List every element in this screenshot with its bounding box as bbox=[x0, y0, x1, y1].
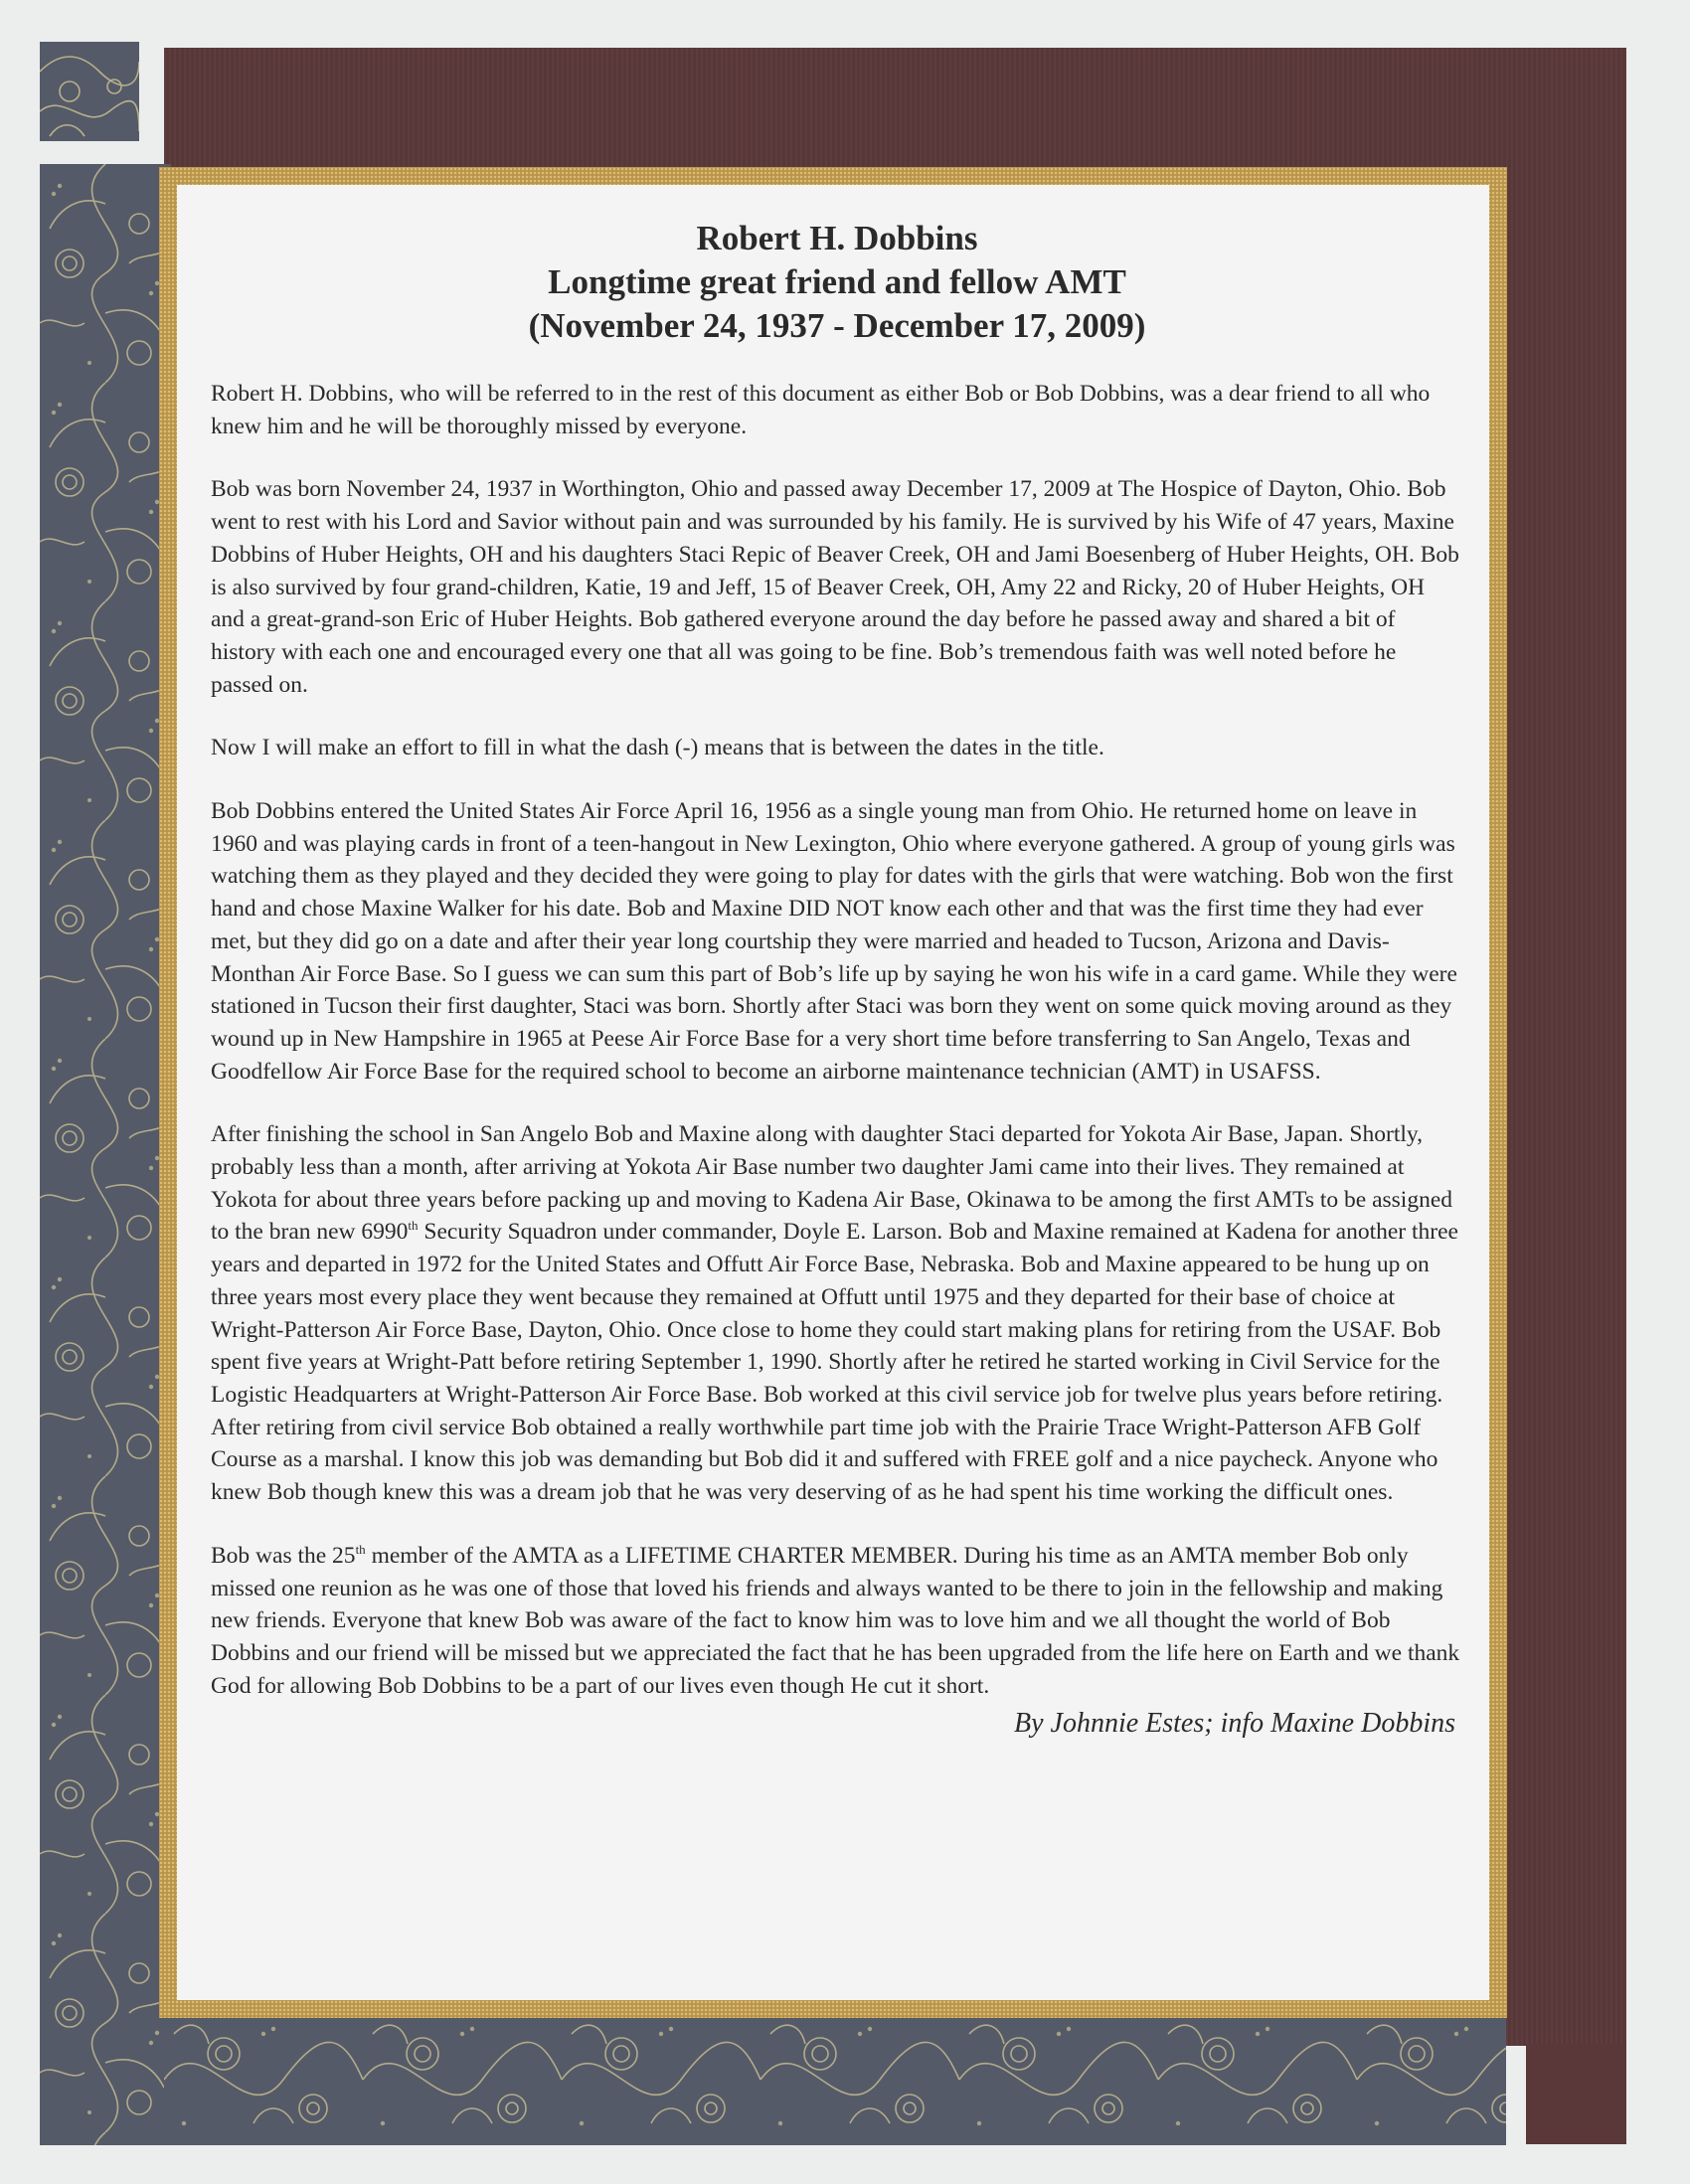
floral-vine-icon bbox=[40, 164, 171, 2145]
paragraph-amta bbox=[211, 1540, 1463, 1703]
text-run: member of the AMTA as a LIFETIME CHARTER MEMBER. During his time as an AMTA member Bob only missed one reunion as he was one of those that loved his friends and always wanted to be there to join in the fellowship and making new friends. Everyone that knew Bob was aware of the fact to know him was to love him and we all thought the world of Bob Dobbins and our friend will be missed but we appreciated the fact that he has been upgraded from the life here on Earth and we thank God for allowing Bob Dobbins to be a part of our lives even though He cut it short. bbox=[211, 1542, 1460, 1699]
obituary-document bbox=[177, 185, 1489, 2000]
text-run: Bob was the 25 bbox=[211, 1542, 356, 1569]
floral-left-border bbox=[40, 164, 171, 2145]
floral-corner-square bbox=[40, 42, 139, 141]
ordinal-suffix: th bbox=[355, 1541, 366, 1557]
text-run: After finishing the school in San Angelo Bob and Maxine along with daughter Staci departed for Yokota Air Base, Japan. Shortly, probably less than a month, after arriving at Yokota Air Base number two daughter Jami came into their lives. They remained at Yokota for about three years before packing up and moving to Kadena Air Base, Okinawa to be among the first AMTs to be assigned to the bran new 6990 bbox=[211, 1121, 1453, 1246]
floral-bottom-border bbox=[164, 2014, 1506, 2145]
paragraph-family: Bob was born November 24, 1937 in Worthington, Ohio and passed away December 17, 2009 at The Hospice of Dayton, Ohio. Bob went to rest with his Lord and Savior without pain and was surrounded by his family. He is survived by his Wife of 47 years, Maxine Dobbins of Huber Heights, OH and his daughters Staci Repic of Beaver Creek, OH and Jami Boesenberg of Huber Heights, OH. Bob is also survived by four grand-children, Katie, 19 and Jeff, 15 of Beaver Creek, OH, Amy 22 and Ricky, 20 of Huber Heights, OH and a great-grand-son Eric of Huber Heights. Bob gathered everyone around the day before he passed away and shared a bit of history with each one and encouraged every one that all was going to be fine. Bob’s tremendous faith was well noted before he passed on. bbox=[211, 476, 1459, 698]
text-run: Security Squadron under commander, Doyle E. Larson. Bob and Maxine remained at Kadena for another three years and departed in 1972 for the United States and Offutt Air Force Base, Nebraska. Bob and Maxine appeared to be hung up on three years most every place they went because they remained at Offutt until 1975 and they departed for their base of choice at Wright-Patterson Air Force Base, Dayton, Ohio. Once close to home they could start making plans for retiring from the USAF. Bob spent five years at Wright-Patt before retiring September 1, 1990. Shortly after he retired he started working in Civil Service for the Logistic Headquarters at Wright-Patterson Air Force Base. Bob worked at this civil service job for twelve plus years before retiring. bbox=[211, 1219, 1458, 1408]
life-dates: (November 24, 1937 - December 17, 2009) bbox=[528, 306, 1146, 345]
floral-scroll-icon bbox=[164, 2014, 1506, 2145]
page-title: Robert H. Dobbins bbox=[696, 219, 978, 257]
title-block bbox=[211, 217, 1463, 348]
floral-pattern-icon bbox=[40, 42, 139, 141]
paragraph-assignments bbox=[211, 1118, 1463, 1411]
paragraph-intro: Robert H. Dobbins, who will be referred to in the rest of this document as either Bob or Bob Dobbins, was a dear friend to all who knew him and he will be thoroughly missed by everyone. bbox=[211, 381, 1431, 439]
paragraph-retirement: After retiring from civil service Bob obtained a really worthwhile part time job with the Prairie Trace Wright-Patterson AFB Golf Course as a marshal. I know this job was demanding but Bob did it and suffered with FREE golf and a nice paycheck. Anyone who knew Bob though knew this was a dream job that he was very deserving of as he had spent his time working the difficult ones. bbox=[211, 1414, 1438, 1506]
brown-corner-square bbox=[1526, 2044, 1626, 2144]
byline: By Johnnie Estes; info Maxine Dobbins bbox=[1013, 1708, 1455, 1740]
ordinal-suffix: th bbox=[408, 1218, 419, 1234]
paragraph-dash: Now I will make an effort to fill in what the dash (-) means that is between the dates in the title. bbox=[211, 735, 1104, 761]
paragraph-early-career: Bob Dobbins entered the United States Air Force April 16, 1956 as a single young man from Ohio. He returned home on leave in 1960 and was playing cards in front of a teen-hangout in New Lexington, Ohio where everyone gathered. A group of young girls was watching them as they played and they decided they were going to play for dates with the girls that were watching. Bob won the first hand and chose Maxine Walker for his date. Bob and Maxine DID NOT know each other and that was the first time they had ever met, but they did go on a date and after their year long courtship they were married and headed to Tucson, Arizona and Davis-Monthan Air Force Base. So I guess we can sum this part of Bob’s life up by saying he won his wife in a card game. While they were stationed in Tucson their first daughter, Staci was born. Shortly after Staci was born they went on some quick moving around as they wound up in New Hampshire in 1965 at Peese Air Force Base for a very short time before transferring to San Angelo, Texas and Goodfellow Air Force Base for the required school to become an airborne maintenance technician (AMT) in USAFSS. bbox=[211, 798, 1457, 1085]
subtitle: Longtime great friend and fellow AMT bbox=[548, 262, 1126, 301]
